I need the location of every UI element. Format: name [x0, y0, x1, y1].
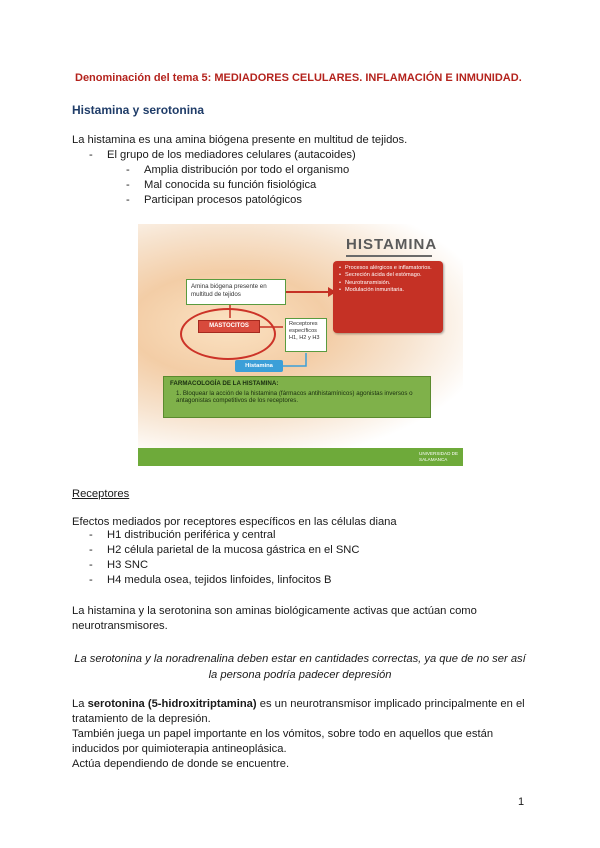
- list-item: - Participan procesos patológicos: [126, 194, 302, 206]
- list-item: - Amplia distribución por todo el organismo: [126, 164, 350, 176]
- effects-box: [333, 261, 443, 333]
- histamina-tag: Histamina: [235, 360, 283, 372]
- effect-item: • Modulación inmunitaria.: [345, 287, 439, 294]
- receptores-intro: Efectos mediados por receptores específicos en las células diana: [72, 516, 397, 528]
- list-item: - H2 célula parietal de la mucosa gástrica en el SNC: [89, 544, 360, 556]
- serotonin-paragraph: La serotonina (5-hidroxitriptamina) es un neurotransmisor implicado principalmente en el tratamiento de la depresión.: [72, 698, 525, 725]
- arrow-line: [283, 353, 306, 366]
- effect-item: • Secreción ácida del estómago.: [345, 272, 439, 279]
- receptores-box: Receptores específicos H1, H2 y H3: [285, 318, 327, 352]
- receptores-list: [89, 528, 360, 588]
- document-title: Denominación del tema 5: MEDIADORES CELULARES. INFLAMACIÓN E INMUNIDAD.: [75, 72, 522, 84]
- list-item: - Mal conocida su función fisiológica: [126, 179, 317, 191]
- list-item: - El grupo de los mediadores celulares (autacoides): [89, 149, 356, 161]
- histamina-figure: [138, 224, 463, 466]
- figure-title-underline: [346, 255, 432, 257]
- serotonin-vomitos: También juega un papel importante en los vómitos, sobre todo en aquellos que están inducidos por quimioterapia antineoplásica.: [72, 728, 494, 755]
- intro-list: [89, 148, 356, 163]
- list-item: - H3 SNC: [89, 559, 149, 571]
- mastocitos-ellipse: [180, 308, 276, 360]
- depression-note: La serotonina y la noradrenalina deben estar en cantidades correctas, ya que de no ser así la persona podría padecer depresión: [74, 653, 526, 681]
- receptores-heading: Receptores: [72, 488, 130, 500]
- list-item: - H4 medula osea, tejidos linfoides, linfocitos B: [89, 574, 332, 586]
- effect-item: • Neurotransmisión.: [345, 280, 439, 287]
- pharmacology-title: FARMACOLOGÍA DE LA HISTAMINA:: [170, 380, 279, 387]
- section-heading: Histamina y serotonina: [72, 103, 205, 117]
- pharmacology-item: 1. Bloquear la acción de la histamina (fármacos antihistamínicos) agonistas inversos o antagonistas competitivos de los receptores.: [176, 389, 413, 405]
- figure-footer-bar: [138, 448, 463, 466]
- mastocitos-label: MASTOCITOS: [198, 320, 260, 333]
- pharmacology-box: [163, 376, 431, 418]
- list-item: - H1 distribución periférica y central: [89, 529, 276, 541]
- serotonin-term: serotonina (5-hidroxitriptamina): [87, 698, 257, 710]
- serotonin-acts: Actúa dependiendo de donde se encuentre.: [72, 758, 290, 770]
- intro-sublist: [126, 163, 350, 208]
- amina-box: Amina biógena presente en multitud de tejidos: [186, 279, 286, 305]
- aminas-paragraph: La histamina y la serotonina son aminas biológicamente activas que actúan como neurotransmisores.: [72, 605, 477, 632]
- page-number: 1: [518, 796, 525, 808]
- university-logo: UNIVERSIDAD DE SALAMANCA: [419, 451, 459, 462]
- figure-title: HISTAMINA: [346, 236, 438, 253]
- intro-sentence: La histamina es una amina biógena presente en multitud de tejidos.: [72, 134, 408, 146]
- effect-item: • Procesos alérgicos e inflamatorios.: [345, 265, 439, 272]
